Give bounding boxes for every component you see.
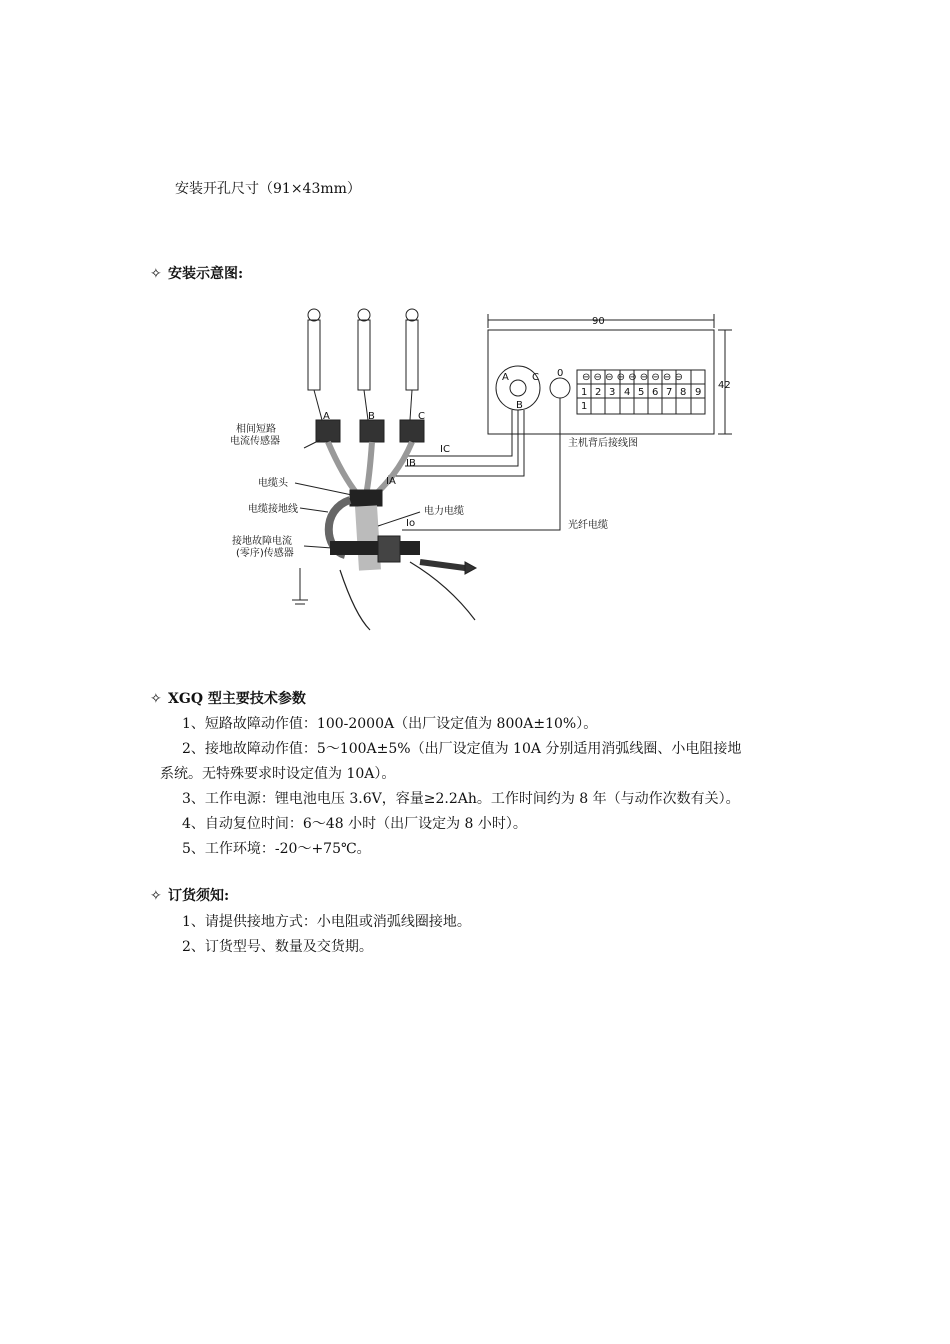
term-row3-first: 1	[581, 401, 588, 412]
term-2: 2	[595, 387, 602, 398]
term-6: 6	[652, 387, 659, 398]
power-cable-label: 电力电缆	[424, 506, 464, 517]
cutout-size-caption: 安装开孔尺寸（91×43mm）	[175, 181, 361, 197]
back-wiring-label: 主机背后接线图	[568, 438, 638, 449]
sensor-a-letter: A	[323, 411, 330, 422]
phase-sensor-b	[360, 420, 384, 442]
term-minus-row: ⊖ ⊖ ⊖ ⊖ ⊖ ⊖ ⊖ ⊖ ⊖	[582, 372, 683, 383]
ia-label: IA	[386, 476, 396, 487]
insulator-c	[406, 320, 418, 390]
zero-pin: 0	[557, 368, 564, 379]
direction-arrow	[420, 562, 465, 568]
param-item-2: 2、接地故障动作值：5～100A±5%（出厂设定值为 10A 分别适用消弧线圈、小电阻接地	[182, 741, 742, 757]
ground-wire-label: 电缆接地线	[248, 504, 298, 515]
phase-c-pin: C	[532, 372, 539, 383]
term-3: 3	[609, 387, 616, 398]
order-heading-text: 订货须知:	[168, 888, 230, 904]
zero-connector	[550, 378, 570, 398]
param-item-3: 3、工作电源：锂电池电压 3.6V，容量≥2.2Ah。工作时间约为 8 年（与动作次数有关）。	[182, 791, 740, 807]
params-heading	[150, 688, 306, 708]
order-item-2: 2、订货型号、数量及交货期。	[182, 939, 373, 955]
sensor-c-letter: C	[418, 411, 425, 422]
zero-sensor-label-line2: (零序)传感器	[236, 548, 294, 559]
height-dimension-value: 42	[718, 380, 731, 391]
phase-sensor-c	[400, 420, 424, 442]
phase-a-pin: A	[502, 372, 509, 383]
param-item-4: 4、自动复位时间：6～48 小时（出厂设定为 8 小时）。	[182, 816, 527, 832]
installation-diagram	[220, 300, 740, 640]
ic-label: IC	[440, 444, 450, 455]
fiber-cable-label: 光纤电缆	[568, 520, 608, 531]
power-cable	[366, 506, 370, 570]
term-9: 9	[695, 387, 702, 398]
param-item-5: 5、工作环境：-20～+75℃。	[182, 841, 371, 857]
param-item-2-cont: 系统。无特殊要求时设定值为 10A）。	[160, 766, 396, 782]
cable-head-label: 电缆头	[258, 478, 288, 489]
phase-sensor-a	[316, 420, 340, 442]
diamond-bullet-icon: ✧	[150, 888, 162, 904]
order-heading	[150, 885, 229, 905]
param-item-1: 1、短路故障动作值：100-2000A（出厂设定值为 800A±10%）。	[182, 716, 598, 732]
sensor-b-letter: B	[368, 411, 375, 422]
width-dimension-value: 90	[592, 316, 605, 327]
order-item-1: 1、请提供接地方式：小电阻或消弧线圈接地。	[182, 914, 471, 930]
params-heading-text: XGQ 型主要技术参数	[168, 691, 306, 707]
term-5: 5	[638, 387, 645, 398]
install-heading	[150, 263, 243, 283]
sensor-label-line2: 电流传感器	[230, 436, 280, 447]
insulator-a	[308, 320, 320, 390]
diamond-bullet-icon: ✧	[150, 691, 162, 707]
phase-b-pin: B	[516, 400, 523, 411]
io-label: Io	[406, 518, 416, 529]
term-8: 8	[680, 387, 687, 398]
insulator-b	[358, 320, 370, 390]
term-4: 4	[624, 387, 631, 398]
zero-sensor-label-line1: 接地故障电流	[232, 536, 292, 547]
diamond-bullet-icon: ✧	[150, 266, 162, 282]
ib-label: IB	[406, 458, 416, 469]
sensor-label-line1: 相间短路	[236, 424, 276, 435]
install-heading-text: 安装示意图:	[168, 266, 244, 282]
term-7: 7	[666, 387, 673, 398]
cable-head	[350, 490, 382, 506]
term-1: 1	[581, 387, 588, 398]
